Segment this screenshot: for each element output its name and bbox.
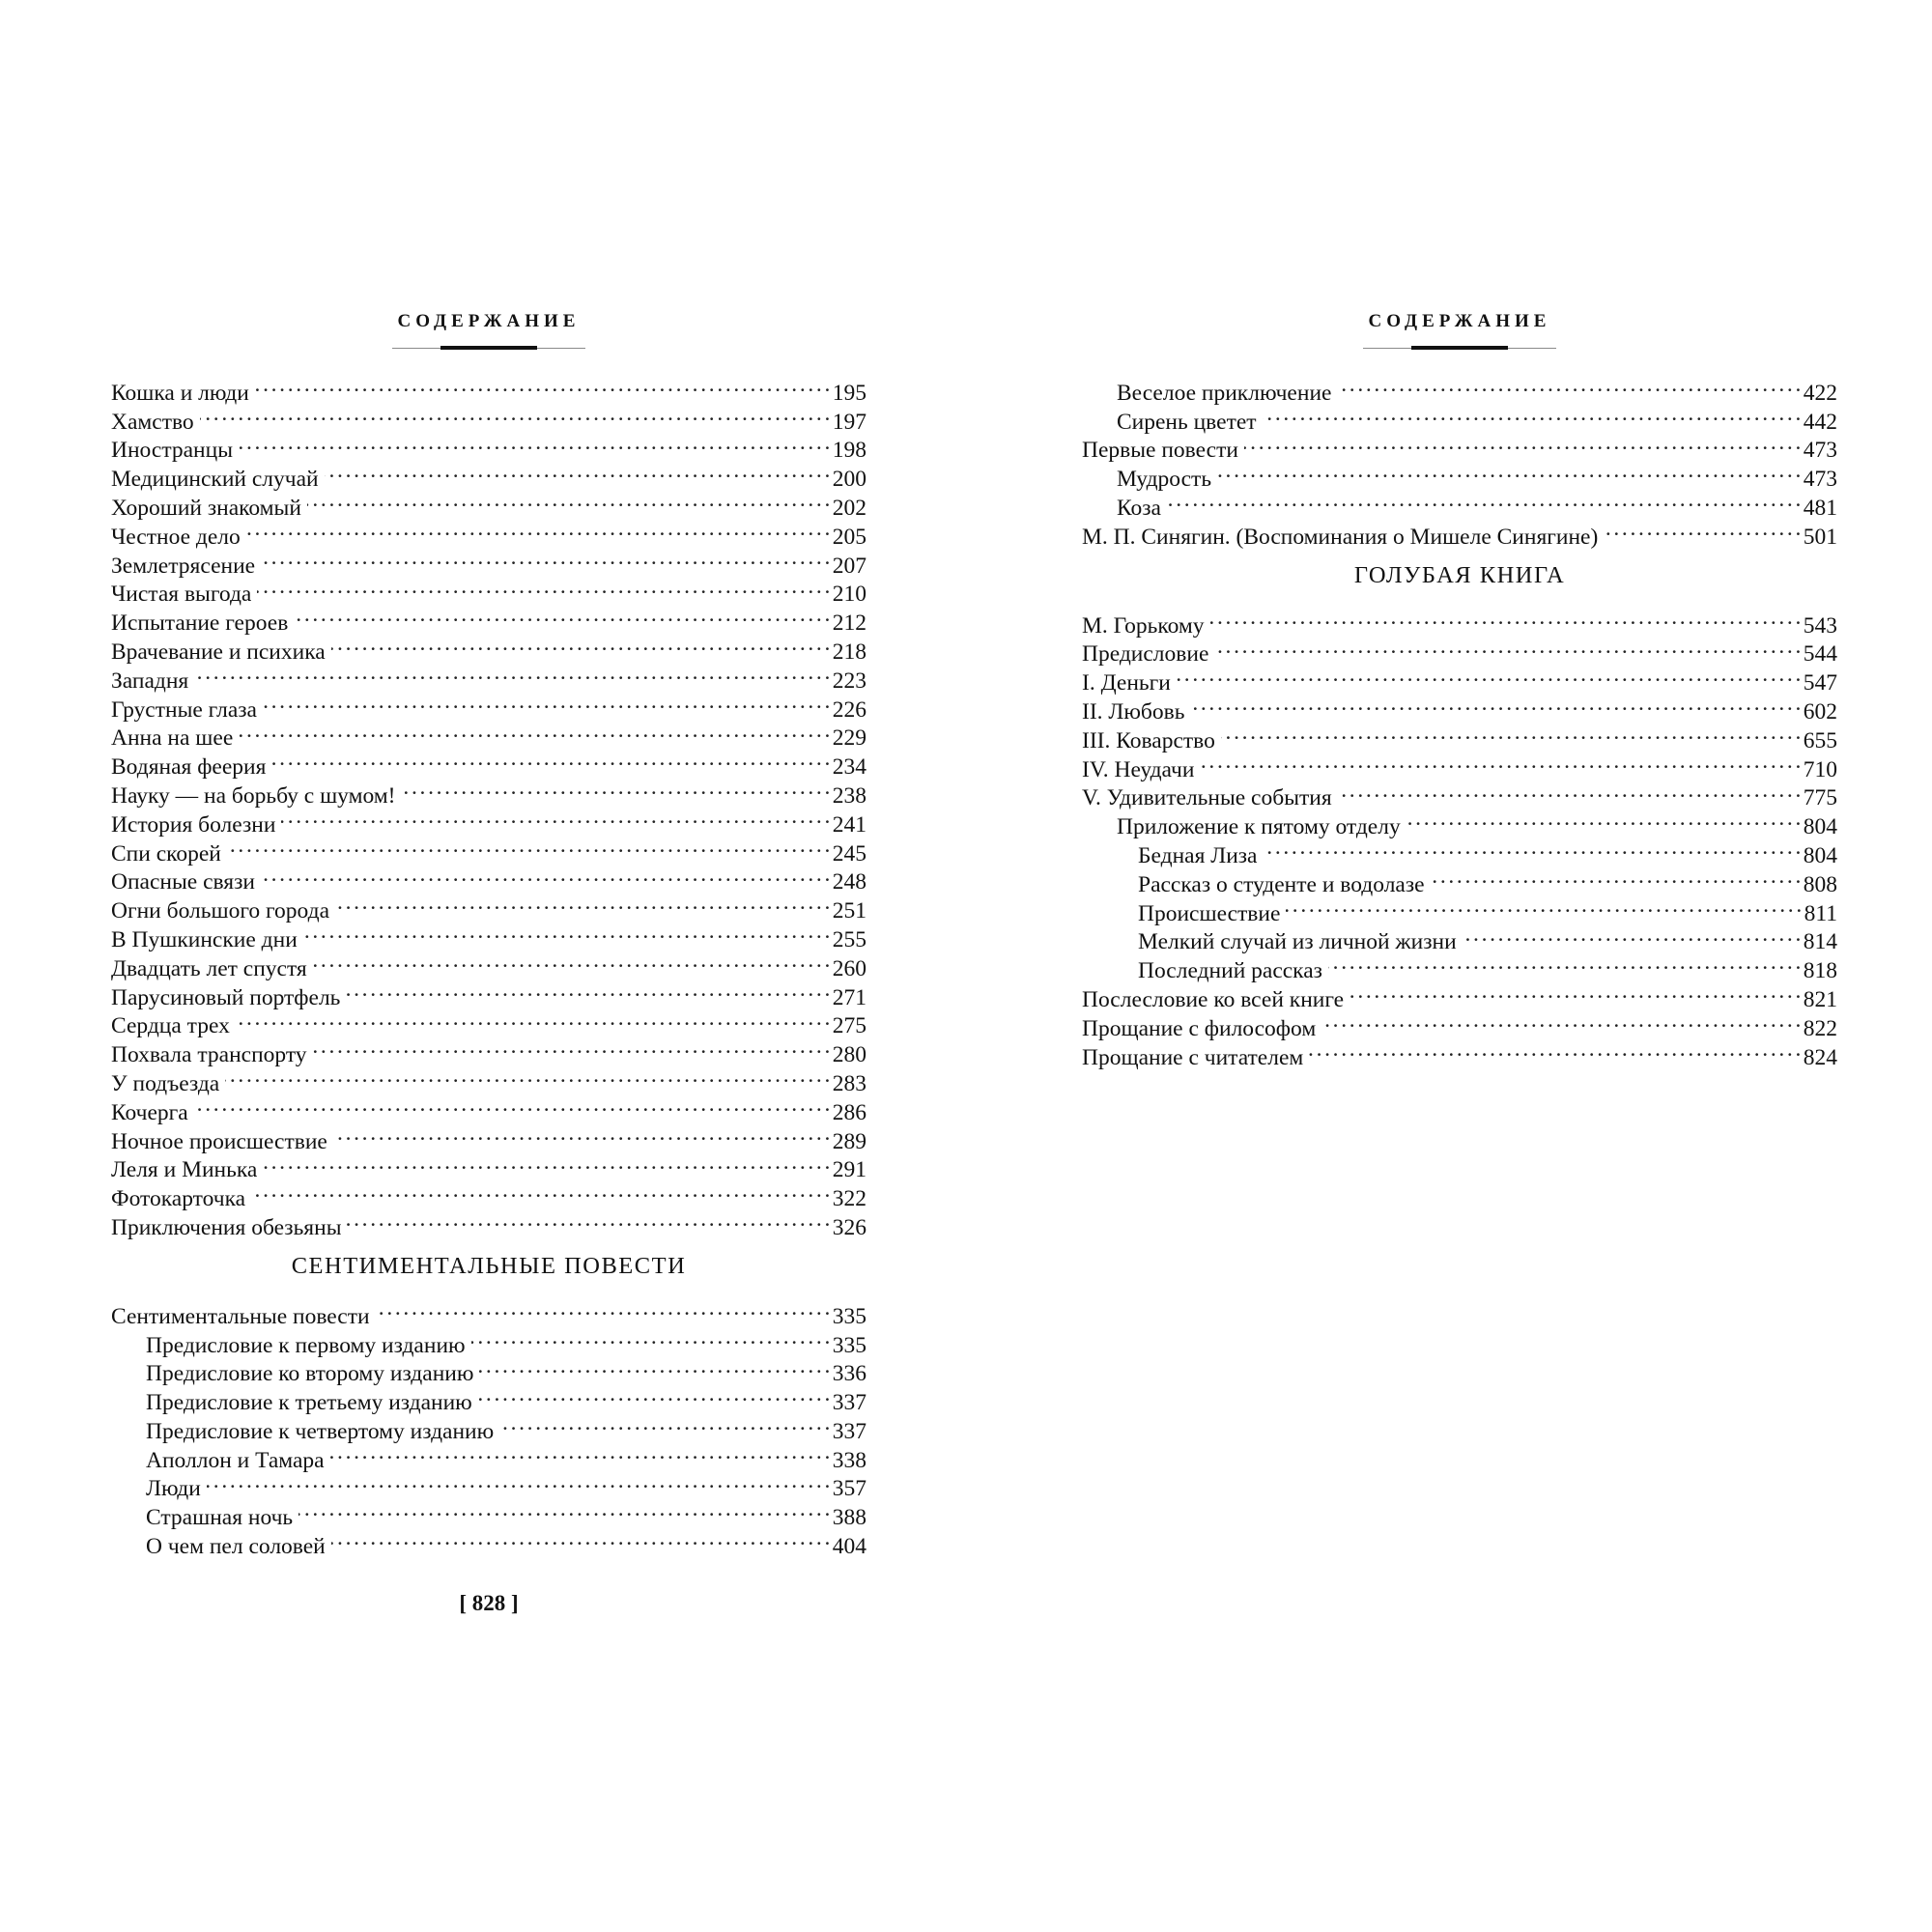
toc-list: [111, 371, 867, 1560]
entry-title: Врачевание и психика: [111, 639, 326, 665]
entry-page: 238: [832, 782, 867, 809]
entry-title: Приключения обезьяны: [111, 1214, 342, 1240]
entry-page: 251: [832, 898, 867, 924]
entry-title: Честное дело: [111, 524, 241, 550]
entry-page: 223: [832, 668, 867, 694]
entry-title: Предисловие к четвертому изданию: [146, 1418, 495, 1444]
dot-leader: [331, 1524, 829, 1553]
running-head: СОДЕРЖАНИЕ: [1368, 311, 1551, 331]
entry-page: 822: [1803, 1015, 1837, 1041]
entry-title: Предисловие к третьему изданию: [146, 1390, 472, 1416]
toc-entry[interactable]: [111, 1062, 867, 1096]
entry-title: II. Любовь: [1082, 698, 1185, 724]
dot-leader: [246, 515, 829, 544]
entry-title: Похвала транспорту: [111, 1042, 307, 1068]
entry-title: Сердца трех: [111, 1013, 230, 1039]
toc-entry[interactable]: [111, 371, 867, 406]
entry-page: 543: [1803, 612, 1837, 639]
dot-leader: [227, 832, 829, 861]
entry-page: 602: [1803, 698, 1837, 724]
head-rule: [392, 344, 585, 354]
entry-title: Анна на шее: [111, 725, 234, 752]
toc-entry[interactable]: [111, 1091, 867, 1125]
entry-page: 212: [832, 611, 867, 637]
entry-page: 200: [832, 467, 867, 493]
entry-title: Рассказ о студенте и водолазе: [1138, 871, 1425, 897]
entry-page: 195: [832, 380, 867, 406]
right-page: [1082, 0, 1837, 1932]
toc-entry[interactable]: [111, 659, 867, 694]
dot-leader: [263, 1149, 828, 1178]
dot-leader: [194, 659, 829, 688]
dot-leader: [1200, 748, 1799, 777]
dot-leader: [478, 1380, 829, 1409]
entry-page: 337: [832, 1390, 867, 1416]
entry-title: Леля и Минька: [111, 1157, 258, 1183]
entry-page: 404: [832, 1534, 867, 1560]
dot-leader: [207, 1467, 829, 1496]
entry-page: 241: [832, 811, 867, 838]
entry-page: 336: [832, 1361, 867, 1387]
entry-title: Мудрость: [1117, 467, 1212, 493]
entry-page: 821: [1803, 986, 1837, 1012]
entry-page: 197: [832, 409, 867, 435]
entry-title: I. Деньги: [1082, 670, 1171, 696]
entry-title: Страшная ночь: [146, 1505, 294, 1531]
dot-leader: [271, 745, 828, 774]
dot-leader: [1264, 834, 1800, 863]
dot-leader: [1337, 371, 1799, 400]
entry-title: Предисловие: [1082, 641, 1209, 668]
entry-title: Приложение к пятому отделу: [1117, 814, 1401, 840]
entry-title: Коза: [1117, 495, 1161, 521]
section-title: СЕНТИМЕНТАЛЬНЫЕ ПОВЕСТИ: [291, 1252, 687, 1279]
dot-leader: [1309, 1036, 1799, 1065]
entry-title: Кочерга: [111, 1099, 188, 1125]
entry-title: Испытание героев: [111, 611, 289, 637]
entry-title: Предисловие ко второму изданию: [146, 1361, 474, 1387]
dot-leader: [1167, 486, 1800, 515]
dot-leader: [347, 1206, 828, 1235]
entry-title: М. П. Синягин. (Воспоминания о Мишеле Синягине): [1082, 524, 1599, 550]
dot-leader: [261, 544, 829, 573]
entry-page: 501: [1803, 524, 1837, 550]
dot-leader: [263, 688, 829, 717]
entry-page: 326: [832, 1214, 867, 1240]
entry-title: Двадцать лет спустя: [111, 955, 307, 981]
entry-page: 808: [1803, 871, 1837, 897]
dot-leader: [346, 976, 828, 1005]
dot-leader: [313, 947, 829, 976]
dot-leader: [255, 371, 829, 400]
entry-page: 229: [832, 725, 867, 752]
toc-entry[interactable]: [111, 400, 867, 435]
entry-page: 245: [832, 840, 867, 867]
dot-leader: [1210, 604, 1800, 633]
entry-title: Хамство: [111, 409, 194, 435]
entry-title: Послесловие ко всей книге: [1082, 986, 1345, 1012]
toc-list: [1082, 371, 1837, 1070]
entry-title: О чем пел соловей: [146, 1534, 326, 1560]
dot-leader: [1350, 978, 1800, 1007]
dot-leader: [1221, 719, 1800, 748]
dot-leader: [330, 1438, 829, 1467]
entry-page: 255: [832, 926, 867, 952]
entry-title: Водяная феерия: [111, 754, 267, 781]
dot-leader: [331, 630, 829, 659]
dot-leader: [251, 1177, 829, 1206]
page-number: [ 828 ]: [459, 1591, 519, 1615]
dot-leader: [313, 1033, 829, 1062]
entry-page: 248: [832, 869, 867, 895]
entry-page: 283: [832, 1070, 867, 1096]
entry-page: 280: [832, 1042, 867, 1068]
entry-page: 655: [1803, 727, 1837, 753]
dot-leader: [1321, 1007, 1800, 1036]
entry-page: 442: [1803, 409, 1837, 435]
dot-leader: [479, 1352, 828, 1381]
dot-leader: [200, 400, 829, 429]
entry-title: У подъезда: [111, 1070, 220, 1096]
entry-page: 818: [1803, 958, 1837, 984]
toc-entry[interactable]: [1082, 604, 1837, 639]
entry-page: 322: [832, 1186, 867, 1212]
toc-entry[interactable]: [1082, 515, 1837, 550]
entry-page: 335: [832, 1332, 867, 1358]
dot-leader: [471, 1323, 829, 1352]
dot-leader: [281, 803, 828, 832]
dot-leader: [257, 573, 828, 602]
entry-title: Сентиментальные повести: [111, 1303, 370, 1329]
entry-title: Сирень цветет: [1117, 409, 1257, 435]
entry-page: 804: [1803, 814, 1837, 840]
entry-page: 289: [832, 1128, 867, 1154]
dot-leader: [307, 486, 829, 515]
entry-title: Бедная Лиза: [1138, 842, 1258, 868]
entry-title: Фотокарточка: [111, 1186, 246, 1212]
dot-leader: [1431, 863, 1800, 892]
entry-page: 811: [1804, 900, 1837, 926]
entry-page: 337: [832, 1418, 867, 1444]
toc-entry[interactable]: [1082, 661, 1837, 696]
toc-entry[interactable]: [1082, 486, 1837, 521]
entry-title: М. Горькому: [1082, 612, 1205, 639]
entry-title: Последний рассказ: [1138, 958, 1322, 984]
entry-page: 814: [1803, 929, 1837, 955]
dot-leader: [1177, 661, 1800, 690]
toc-entry[interactable]: [111, 1495, 867, 1531]
entry-title: Аполлон и Тамара: [146, 1447, 325, 1473]
entry-title: Веселое приключение: [1117, 380, 1332, 406]
entry-title: Грустные глаза: [111, 696, 257, 723]
dot-leader: [294, 601, 828, 630]
entry-page: 226: [832, 696, 867, 723]
dot-leader: [1463, 921, 1800, 950]
toc-entry[interactable]: [1082, 719, 1837, 753]
entry-page: 198: [832, 438, 867, 464]
entry-title: Землетрясение: [111, 553, 256, 579]
toc-entry[interactable]: [111, 429, 867, 464]
entry-page: 473: [1803, 467, 1837, 493]
dot-leader: [1244, 429, 1800, 458]
dot-leader: [1328, 949, 1800, 978]
entry-page: 775: [1803, 785, 1837, 811]
entry-title: Происшествие: [1138, 900, 1281, 926]
entry-title: Спи скорей: [111, 840, 221, 867]
toc-entry[interactable]: [111, 688, 867, 723]
running-head: СОДЕРЖАНИЕ: [397, 311, 581, 331]
entry-page: 205: [832, 524, 867, 550]
dot-leader: [239, 717, 828, 746]
entry-page: 207: [832, 553, 867, 579]
entry-page: 481: [1803, 495, 1837, 521]
entry-title: Медицинский случай: [111, 467, 319, 493]
entry-title: История болезни: [111, 811, 276, 838]
entry-page: 388: [832, 1505, 867, 1531]
dot-leader: [298, 1495, 829, 1524]
entry-page: 422: [1803, 380, 1837, 406]
dot-leader: [225, 1062, 829, 1091]
dot-leader: [1217, 457, 1800, 486]
entry-page: 218: [832, 639, 867, 665]
entry-title: Люди: [146, 1476, 201, 1502]
section-title: ГОЛУБАЯ КНИГА: [1353, 561, 1566, 588]
toc-entry[interactable]: [1082, 371, 1837, 406]
dot-leader: [239, 429, 829, 458]
entry-page: 357: [832, 1476, 867, 1502]
entry-page: 275: [832, 1013, 867, 1039]
entry-title: III. Коварство: [1082, 727, 1215, 753]
entry-title: V. Удивительные события: [1082, 785, 1332, 811]
dot-leader: [1406, 805, 1800, 834]
dot-leader: [194, 1091, 829, 1120]
dot-leader: [1263, 400, 1800, 429]
entry-title: Хороший знакомый: [111, 495, 301, 521]
entry-title: Кошка и люди: [111, 380, 249, 406]
entry-title: Прощание с философом: [1082, 1015, 1317, 1041]
entry-page: 271: [832, 984, 867, 1010]
dot-leader: [333, 1120, 829, 1149]
entry-page: 804: [1803, 842, 1837, 868]
dot-leader: [499, 1409, 829, 1438]
dot-leader: [1338, 777, 1800, 806]
dot-leader: [1604, 515, 1799, 544]
dot-leader: [402, 774, 829, 803]
entry-page: 544: [1803, 641, 1837, 668]
entry-title: Парусиновый портфель: [111, 984, 341, 1010]
dot-leader: [376, 1294, 829, 1323]
left-page: [111, 0, 867, 1932]
entry-title: Чистая выгода: [111, 582, 252, 608]
entry-title: Огни большого города: [111, 898, 330, 924]
dot-leader: [1214, 633, 1799, 662]
entry-title: Иностранцы: [111, 438, 233, 464]
entry-title: Мелкий случай из личной жизни: [1138, 929, 1457, 955]
entry-page: 260: [832, 955, 867, 981]
dot-leader: [261, 861, 829, 890]
entry-page: 338: [832, 1447, 867, 1473]
entry-page: 710: [1803, 756, 1837, 782]
entry-page: 824: [1803, 1044, 1837, 1070]
head-rule: [1363, 344, 1556, 354]
toc-entry[interactable]: [111, 1120, 867, 1154]
entry-title: Предисловие к первому изданию: [146, 1332, 466, 1358]
entry-page: 547: [1803, 670, 1837, 696]
entry-title: Западня: [111, 668, 189, 694]
entry-title: Опасные связи: [111, 869, 255, 895]
entry-page: 202: [832, 495, 867, 521]
dot-leader: [1286, 892, 1800, 921]
toc-entry[interactable]: [111, 1467, 867, 1502]
entry-title: В Пушкинские дни: [111, 926, 298, 952]
entry-page: 234: [832, 754, 867, 781]
entry-title: Прощание с читателем: [1082, 1044, 1304, 1070]
entry-page: 210: [832, 582, 867, 608]
entry-title: IV. Неудачи: [1082, 756, 1195, 782]
dot-leader: [325, 457, 829, 486]
toc-entry[interactable]: [111, 1294, 867, 1329]
dot-leader: [303, 918, 829, 947]
entry-page: 286: [832, 1099, 867, 1125]
entry-title: Науку — на борьбу с шумом!: [111, 782, 396, 809]
entry-page: 473: [1803, 438, 1837, 464]
dot-leader: [1190, 690, 1799, 719]
entry-title: Первые повести: [1082, 438, 1238, 464]
toc-entry[interactable]: [1082, 690, 1837, 724]
entry-page: 335: [832, 1303, 867, 1329]
entry-title: Ночное происшествие: [111, 1128, 327, 1154]
entry-page: 291: [832, 1157, 867, 1183]
dot-leader: [335, 889, 829, 918]
dot-leader: [236, 1005, 829, 1034]
